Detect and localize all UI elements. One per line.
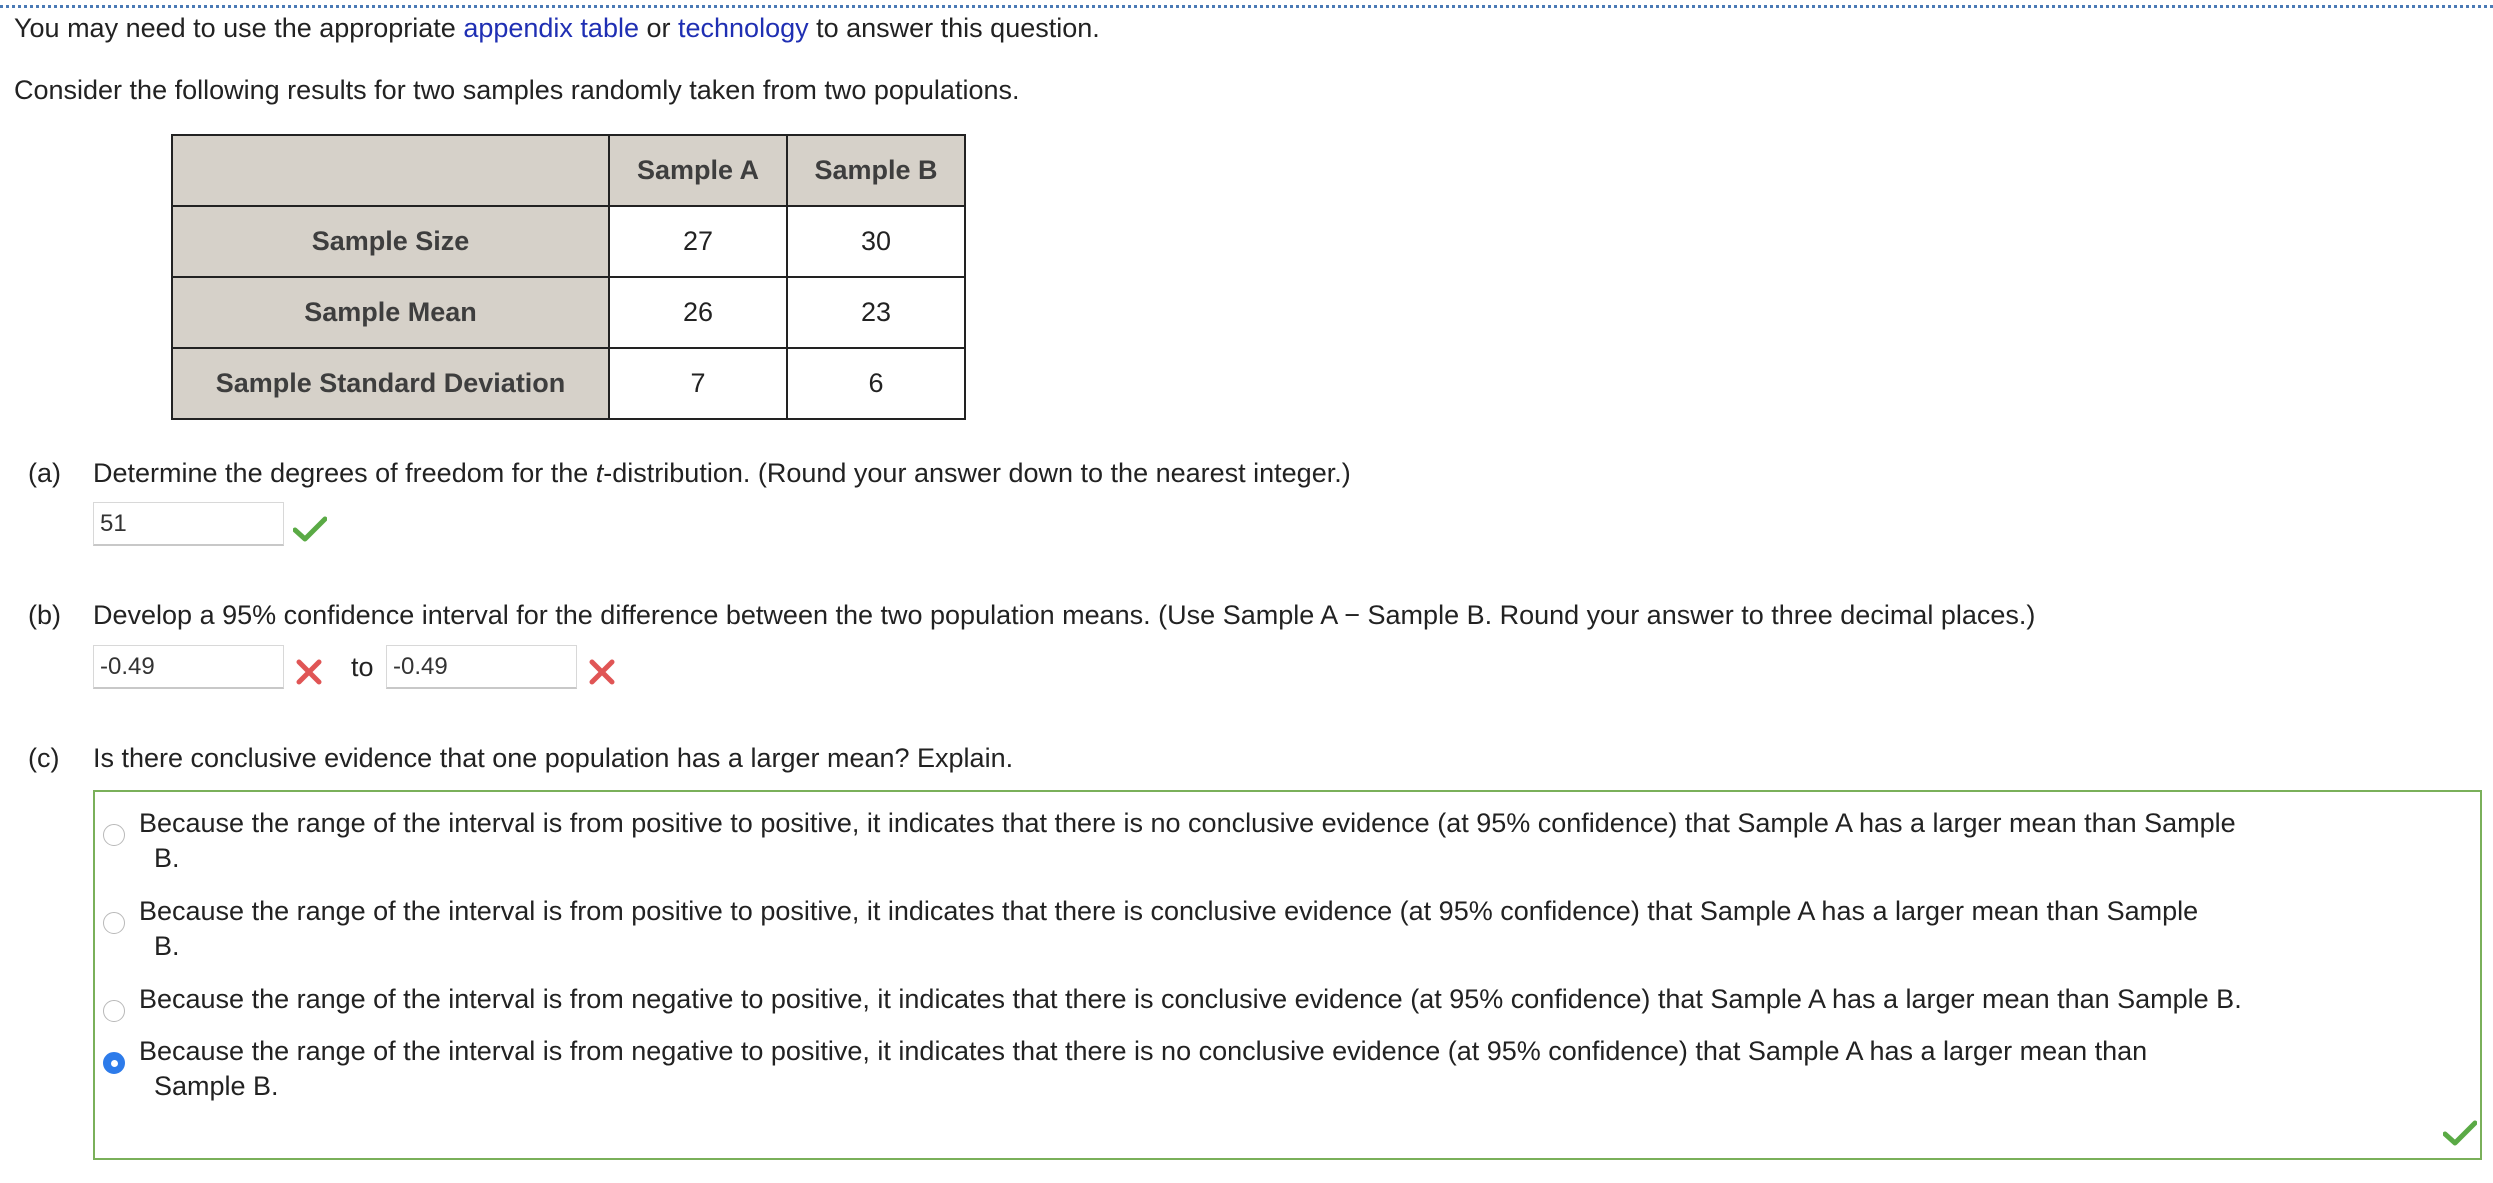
x-icon (587, 657, 617, 687)
radio-button[interactable] (103, 824, 125, 846)
choice-line-2: B. (154, 843, 180, 873)
part-c-question: Is there conclusive evidence that one population has a larger mean? Explain. (93, 743, 1014, 773)
sample-b-size: 30 (787, 206, 965, 277)
interval-lower-input[interactable] (93, 645, 284, 689)
choice-line-2: B. (154, 931, 180, 961)
header-sample-b: Sample B (787, 135, 965, 206)
x-icon (294, 657, 324, 687)
choice-line-1: Because the range of the interval is from negative to positive, it indicates that there is no conclusive evidence (at 95% confidence) that Sample A has a larger mean than (139, 1036, 2148, 1066)
part-a-question (93, 457, 1351, 489)
choice-line-1: Because the range of the interval is from negative to positive, it indicates that there is conclusive evidence (at 95% confidence) that Sample A has a larger mean than Sample B. (139, 984, 2242, 1014)
interval-to-label: to (351, 652, 374, 682)
radio-button[interactable] (103, 1000, 125, 1022)
choice-text (139, 806, 2493, 876)
check-icon (2443, 1120, 2477, 1146)
table-corner-cell (172, 135, 609, 206)
choice-text (139, 1034, 2493, 1104)
sample-a-sd: 7 (609, 348, 787, 419)
table-row (172, 277, 965, 348)
appendix-table-link[interactable]: appendix table (463, 13, 639, 43)
check-icon (293, 516, 327, 542)
instruction-suffix: to answer this question. (808, 13, 1100, 43)
choice-text (139, 982, 2493, 1017)
table-header-row (172, 135, 965, 206)
top-dotted-divider (0, 5, 2493, 8)
radio-button[interactable] (103, 912, 125, 934)
instruction-mid: or (638, 13, 678, 43)
instruction-prefix: You may need to use the appropriate (14, 13, 464, 43)
instruction-line (14, 12, 1100, 44)
part-a-text-after: -distribution. (Round your answer down to the nearest integer.) (603, 458, 1351, 488)
degrees-of-freedom-input[interactable] (93, 502, 284, 546)
part-a-marker: (a) (28, 458, 61, 488)
choice-line-1: Because the range of the interval is from positive to positive, it indicates that there is no conclusive evidence (at 95% confidence) that Sample A has a larger mean than Sample (139, 808, 2236, 838)
table-row (172, 348, 965, 419)
sample-b-sd: 6 (787, 348, 965, 419)
header-sample-a: Sample A (609, 135, 787, 206)
samples-table (171, 134, 966, 420)
part-a-italic-t: t (595, 458, 604, 488)
sample-b-mean: 23 (787, 277, 965, 348)
radio-button-selected[interactable] (103, 1052, 125, 1074)
part-b-marker: (b) (28, 600, 61, 630)
sample-a-mean: 26 (609, 277, 787, 348)
part-c-marker: (c) (28, 743, 60, 773)
technology-link[interactable]: technology (678, 13, 809, 43)
table-row (172, 206, 965, 277)
row-label-sample-mean: Sample Mean (172, 277, 609, 348)
intro-text: Consider the following results for two samples randomly taken from two populations. (14, 75, 1020, 105)
part-a-text-before: Determine the degrees of freedom for the (93, 458, 596, 488)
choice-line-1: Because the range of the interval is from positive to positive, it indicates that there is conclusive evidence (at 95% confidence) that Sample A has a larger mean than Sample (139, 896, 2199, 926)
row-label-sample-sd: Sample Standard Deviation (172, 348, 609, 419)
part-b-question: Develop a 95% confidence interval for the difference between the two population means. (Use Sample A − Sample B. Round your answer to three decimal places.) (93, 600, 2036, 630)
interval-upper-input[interactable] (386, 645, 577, 689)
answer-choices-box (93, 790, 2482, 1160)
choice-text (139, 894, 2493, 964)
sample-a-size: 27 (609, 206, 787, 277)
row-label-sample-size: Sample Size (172, 206, 609, 277)
choice-line-2: Sample B. (154, 1071, 279, 1101)
